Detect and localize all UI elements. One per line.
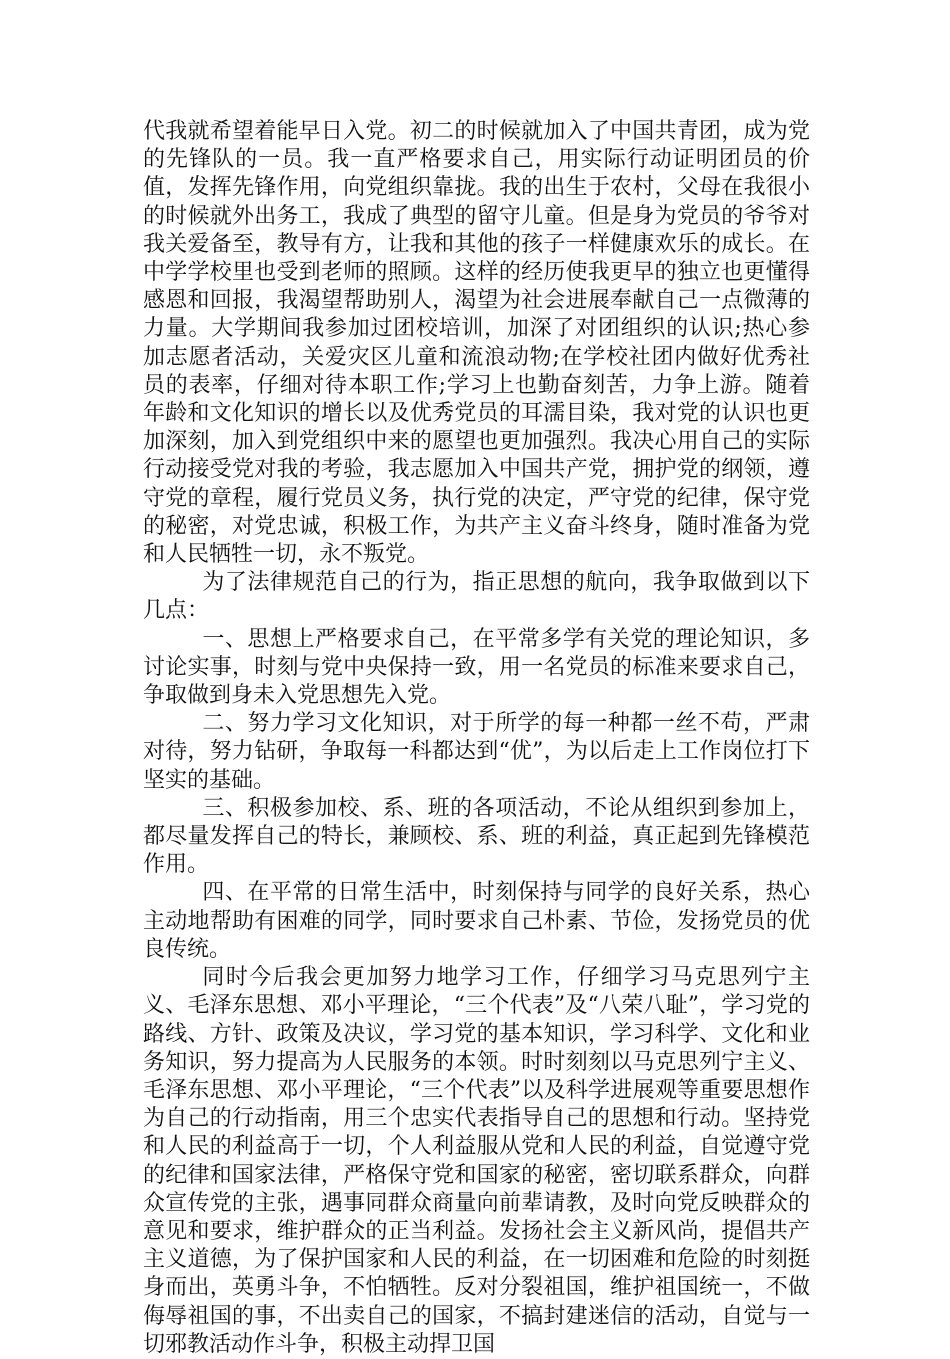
paragraph-point-four: 四、在平常的日常生活中，时刻保持与同学的良好关系，热心主动地帮助有困难的同学，同时要求自己朴素、节俭，发扬党员的优良传统。 xyxy=(143,880,810,962)
paragraph-intro-points: 为了法律规范自己的行为，指正思想的航向，我争取做到以下几点： xyxy=(143,570,810,624)
paragraph-future-commitment: 同时今后我会更加努力地学习工作，仔细学习马克思列宁主义、毛泽东思想、邓小平理论，“三个代表”及“八荣八耻”，学习党的路线、方针、政策及决议，学习党的基本知识，学习科学、文化和业务知识，努力提高为人民服务的本领。时时刻刻以马克思列宁主义、毛泽东思想、邓小平理论，“三个代表”以及科学进展观等重要思想作为自己的行动指南，用三个忠实代表指导自己的思想和行动。坚持党和人民的利益高于一切，个人利益服从党和人民的利益，自觉遵守党的纪律和国家法律，严格保守党和国家的秘密，密切联系群众，向群众宣传党的主张，遇事同群众商量向前辈请教，及时向党反映群众的意见和要求，维护群众的正当利益。发扬社会主义新风尚，提倡共产主义道德，为了保护国家和人民的利益，在一切困难和危险的时刻挺身而出，英勇斗争，不怕牺牲。反对分裂祖国，维护祖国统一，不做侮辱祖国的事，不出卖自己的国家，不搞封建迷信的活动，自觉与一切邪教活动作斗争，积极主动捍卫国 xyxy=(143,965,810,1357)
paragraph-point-three: 三、积极参加校、系、班的各项活动，不论从组织到参加上，都尽量发挥自己的特长，兼顾校、系、班的利益，真正起到先锋模范作用。 xyxy=(143,795,810,878)
paragraph-continuation: 代我就希望着能早日入党。初二的时候就加入了中国共青团，成为党的先锋队的一员。我一直严格要求自己，用实际行动证明团员的价值，发挥先锋作用，向党组织靠拢。我的出生于农村，父母在我很小的时候就外出务工，我成了典型的留守儿童。但是身为党员的爷爷对我关爱备至，教导有方，让我和其他的孩子一样健康欢乐的成长。在中学学校里也受到老师的照顾。这样的经历使我更早的独立也更懂得感恩和回报，我渴望帮助别人，渴望为社会进展奉献自己一点微薄的力量。大学期间我参加过团校培训，加深了对团组织的认识;热心参加志愿者活动，关爱灾区儿童和流浪动物;在学校社团内做好优秀社员的表率，仔细对待本职工作;学习上也勤奋刻苦，力争上游。随着年龄和文化知识的增长以及优秀党员的耳濡目染，我对党的认识也更加深刻，加入到党组织中来的愿望也更加强烈。我决心用自己的实际行动接受党对我的考验，我志愿加入中国共产党，拥护党的纲领，遵守党的章程，履行党员义务，执行党的决定，严守党的纪律，保守党的秘密，对党忠诚，积极工作，为共产主义奋斗终身，随时准备为党和人民牺牲一切，永不叛党。 xyxy=(143,119,810,568)
body-text xyxy=(143,118,810,1359)
paragraph-point-two: 二、努力学习文化知识，对于所学的每一种都一丝不苟，严肃对待，努力钻研，争取每一科都达到“优”，为以后走上工作岗位打下坚实的基础。 xyxy=(143,711,810,793)
paragraph-point-one: 一、思想上严格要求自己，在平常多学有关党的理论知识，多讨论实事，时刻与党中央保持一致，用一名党员的标准来要求自己，争取做到身未入党思想先入党。 xyxy=(143,626,810,709)
